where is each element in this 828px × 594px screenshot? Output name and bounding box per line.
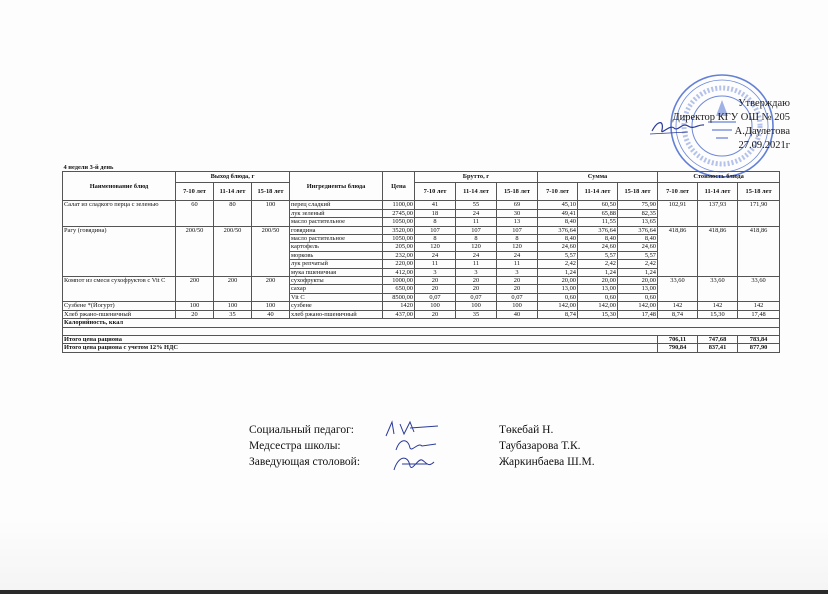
price-cell: 3520,00 [383,226,415,234]
ingredient-cell: сузбене [290,302,383,310]
portion-cell: 200 [214,277,252,302]
header-price: Цена [383,172,415,201]
signature-name: Төкебай Н. [499,424,554,436]
cost-cell: 142 [698,302,738,310]
sum-cell: 8,40 [618,235,658,243]
ingredient-cell: картофель [290,243,383,251]
brutto-cell: 120 [415,243,456,251]
brutto-cell: 120 [497,243,538,251]
cost-cell: 33,60 [658,277,698,302]
scan-edge-bar [0,590,828,594]
brutto-cell: 100 [456,302,497,310]
portion-cell: 60 [176,201,214,226]
price-cell: 8500,00 [383,293,415,301]
sum-cell: 11,55 [578,218,618,226]
sum-cell: 2,42 [578,260,618,268]
cost-cell: 17,48 [738,310,780,318]
dish-name-cell: Компот из смеси сухофруктов с Vit C [63,277,176,302]
blank-row [63,327,780,335]
total-vat-row-value: 837,41 [698,344,738,352]
total-row-value: 706,11 [658,335,698,343]
calories-label: Калорийность, ккал [63,319,780,327]
total-row-label: Итого цена рациона [63,335,658,343]
header-age: 11-14 лет [214,182,252,201]
sum-cell: 142,00 [618,302,658,310]
approval-name: А.Даулетова [734,126,790,137]
header-age: 15-18 лет [738,182,780,201]
cost-cell: 102,91 [658,201,698,226]
header-age: 7-10 лет [658,182,698,201]
total-vat-row-value: 790,84 [658,344,698,352]
brutto-cell: 3 [497,268,538,276]
sum-cell: 13,00 [538,285,578,293]
brutto-cell: 11 [456,218,497,226]
ingredient-cell: перец сладкий [290,201,383,209]
portion-cell: 200/50 [176,226,214,276]
header-ingredients: Ингредиенты блюда [290,172,383,201]
brutto-cell: 8 [415,218,456,226]
week-day-row [63,164,780,172]
brutto-cell: 3 [456,268,497,276]
cost-cell: 33,60 [738,277,780,302]
brutto-cell: 100 [415,302,456,310]
portion-cell: 100 [252,201,290,226]
brutto-cell: 20 [497,277,538,285]
header-age: 11-14 лет [698,182,738,201]
sum-cell: 24,60 [578,243,618,251]
brutto-cell: 35 [456,310,497,318]
header-sum: Сумма [538,172,658,182]
director-signature [648,116,708,138]
portion-cell: 200/50 [214,226,252,276]
sum-cell: 45,10 [538,201,578,209]
sum-cell: 1,24 [538,268,578,276]
brutto-cell: 24 [456,251,497,259]
header-cost: Стоимость блюда [658,172,780,182]
ingredient-cell: сухофрукты [290,277,383,285]
header-age: 11-14 лет [456,182,497,201]
header-age: 7-10 лет [538,182,578,201]
price-cell: 2745,00 [383,209,415,217]
sum-cell: 65,88 [578,209,618,217]
approval-title: Утверждаю [738,98,790,109]
brutto-cell: 0,07 [415,293,456,301]
signature-name: Таубазарова Т.К. [499,440,581,452]
brutto-cell: 24 [497,251,538,259]
header-age: 7-10 лет [176,182,214,201]
price-cell: 220,00 [383,260,415,268]
dish-name-cell: Рагу (говядина) [63,226,176,276]
portion-cell: 80 [214,201,252,226]
sum-cell: 20,00 [618,277,658,285]
portion-cell: 20 [176,310,214,318]
sum-cell: 24,60 [538,243,578,251]
brutto-cell: 20 [497,285,538,293]
portion-cell: 35 [214,310,252,318]
brutto-cell: 120 [456,243,497,251]
brutto-cell: 69 [497,201,538,209]
sum-cell: 13,65 [618,218,658,226]
sum-cell: 13,00 [578,285,618,293]
calories-row [63,319,780,327]
table-row [63,201,780,209]
brutto-cell: 107 [415,226,456,234]
ingredient-cell: морковь [290,251,383,259]
header-row-1 [63,172,780,182]
dish-name-cell: Хлеб ржано-пшеничный [63,310,176,318]
menu-table [62,164,780,353]
sum-cell: 20,00 [538,277,578,285]
sum-cell: 15,30 [578,310,618,318]
signature-role: Заведующая столовой: [249,456,361,468]
brutto-cell: 40 [497,310,538,318]
signature-row [249,422,689,438]
header-portion: Выход блюда, г [176,172,290,182]
brutto-cell: 8 [497,235,538,243]
brutto-cell: 11 [415,260,456,268]
brutto-cell: 20 [415,310,456,318]
brutto-cell: 100 [497,302,538,310]
brutto-cell: 8 [415,235,456,243]
total-row-value: 783,84 [738,335,780,343]
brutto-cell: 24 [415,251,456,259]
sum-cell: 5,57 [618,251,658,259]
cost-cell: 8,74 [658,310,698,318]
sum-cell: 82,35 [618,209,658,217]
price-cell: 1100,00 [383,201,415,209]
page-bottom-margin [0,520,828,594]
portion-cell: 100 [176,302,214,310]
brutto-cell: 13 [497,218,538,226]
portion-cell: 100 [214,302,252,310]
cost-cell: 15,30 [698,310,738,318]
brutto-cell: 41 [415,201,456,209]
price-cell: 232,00 [383,251,415,259]
approval-position: Директор КГУ ОШ № 205 [672,112,790,123]
ingredient-cell: сахар [290,285,383,293]
signatures-block [249,422,689,470]
sum-cell: 8,40 [538,235,578,243]
brutto-cell: 55 [456,201,497,209]
sum-cell: 24,60 [618,243,658,251]
price-cell: 1050,00 [383,218,415,226]
brutto-cell: 20 [456,285,497,293]
ingredient-cell: масло растительное [290,218,383,226]
header-age: 15-18 лет [497,182,538,201]
sum-cell: 5,57 [538,251,578,259]
cost-cell: 142 [658,302,698,310]
total-vat-row-value: 877,90 [738,344,780,352]
brutto-cell: 0,07 [497,293,538,301]
cost-cell: 418,86 [738,226,780,276]
ingredient-cell: хлеб ржано-пшеничный [290,310,383,318]
sum-cell: 8,40 [578,235,618,243]
cost-cell: 418,86 [698,226,738,276]
sum-cell: 75,90 [618,201,658,209]
header-age: 15-18 лет [252,182,290,201]
price-cell: 205,00 [383,243,415,251]
signature-role: Социальный педагог: [249,424,354,436]
sum-cell: 1,24 [618,268,658,276]
cost-cell: 137,93 [698,201,738,226]
brutto-cell: 18 [415,209,456,217]
social-pedagogue-signature [380,418,450,438]
portion-cell: 200/50 [252,226,290,276]
table-row [63,302,780,310]
brutto-cell: 20 [415,285,456,293]
approval-date: 27.09.2021г [738,140,790,151]
price-cell: 1050,00 [383,235,415,243]
signature-row [249,438,689,454]
header-brutto: Брутто, г [415,172,538,182]
price-cell: 650,00 [383,285,415,293]
sum-cell: 376,64 [538,226,578,234]
cost-cell: 33,60 [698,277,738,302]
portion-cell: 40 [252,310,290,318]
sum-cell: 20,00 [578,277,618,285]
sum-cell: 376,64 [618,226,658,234]
sum-cell: 49,41 [538,209,578,217]
sum-cell: 0,60 [578,293,618,301]
signature-name: Жаркинбаева Ш.М. [499,456,595,468]
brutto-cell: 0,07 [456,293,497,301]
header-age: 7-10 лет [415,182,456,201]
sum-cell: 5,57 [578,251,618,259]
sum-cell: 0,60 [538,293,578,301]
blank-cell [63,327,780,335]
cost-cell: 418,86 [658,226,698,276]
sum-cell: 0,60 [618,293,658,301]
brutto-cell: 20 [415,277,456,285]
total-row-value: 747,68 [698,335,738,343]
ingredient-cell: лук репчатый [290,260,383,268]
sum-cell: 2,42 [618,260,658,268]
signature-row [249,454,689,470]
brutto-cell: 8 [456,235,497,243]
header-age: 15-18 лет [618,182,658,201]
sum-cell: 13,00 [618,285,658,293]
table-row [63,277,780,285]
brutto-cell: 20 [456,277,497,285]
total-row [63,335,780,343]
ingredient-cell: лук зеленый [290,209,383,217]
table-row [63,226,780,234]
signature-role: Медсестра школы: [249,440,341,452]
sum-cell: 8,40 [538,218,578,226]
sum-cell: 142,00 [578,302,618,310]
sum-cell: 1,24 [578,268,618,276]
cost-cell: 142 [738,302,780,310]
brutto-cell: 11 [497,260,538,268]
cost-cell: 171,90 [738,201,780,226]
total-vat-row-label: Итого цена рациона с учетом 12% НДС [63,344,658,352]
price-cell: 1420 [383,302,415,310]
price-cell: 412,00 [383,268,415,276]
price-cell: 1000,00 [383,277,415,285]
header-dish: Наименование блюд [63,172,176,201]
ingredient-cell: Vit C [290,293,383,301]
canteen-head-signature [388,452,440,474]
brutto-cell: 107 [497,226,538,234]
dish-name-cell: Салат из сладкого перца с зеленью [63,201,176,226]
brutto-cell: 3 [415,268,456,276]
header-age: 11-14 лет [578,182,618,201]
portion-cell: 200 [176,277,214,302]
sum-cell: 8,74 [538,310,578,318]
ingredient-cell: говядина [290,226,383,234]
week-day-label: 4 недели 3-й день [63,164,114,171]
brutto-cell: 11 [456,260,497,268]
portion-cell: 200 [252,277,290,302]
total-vat-row [63,344,780,352]
ingredient-cell: мука пшеничная [290,268,383,276]
brutto-cell: 107 [456,226,497,234]
table-row [63,310,780,318]
brutto-cell: 24 [456,209,497,217]
sum-cell: 376,64 [578,226,618,234]
price-cell: 437,00 [383,310,415,318]
sum-cell: 60,50 [578,201,618,209]
sum-cell: 142,00 [538,302,578,310]
sum-cell: 2,42 [538,260,578,268]
brutto-cell: 30 [497,209,538,217]
portion-cell: 100 [252,302,290,310]
ingredient-cell: масло растительное [290,235,383,243]
dish-name-cell: Сузбене *(Йогурт) [63,302,176,310]
sum-cell: 17,48 [618,310,658,318]
